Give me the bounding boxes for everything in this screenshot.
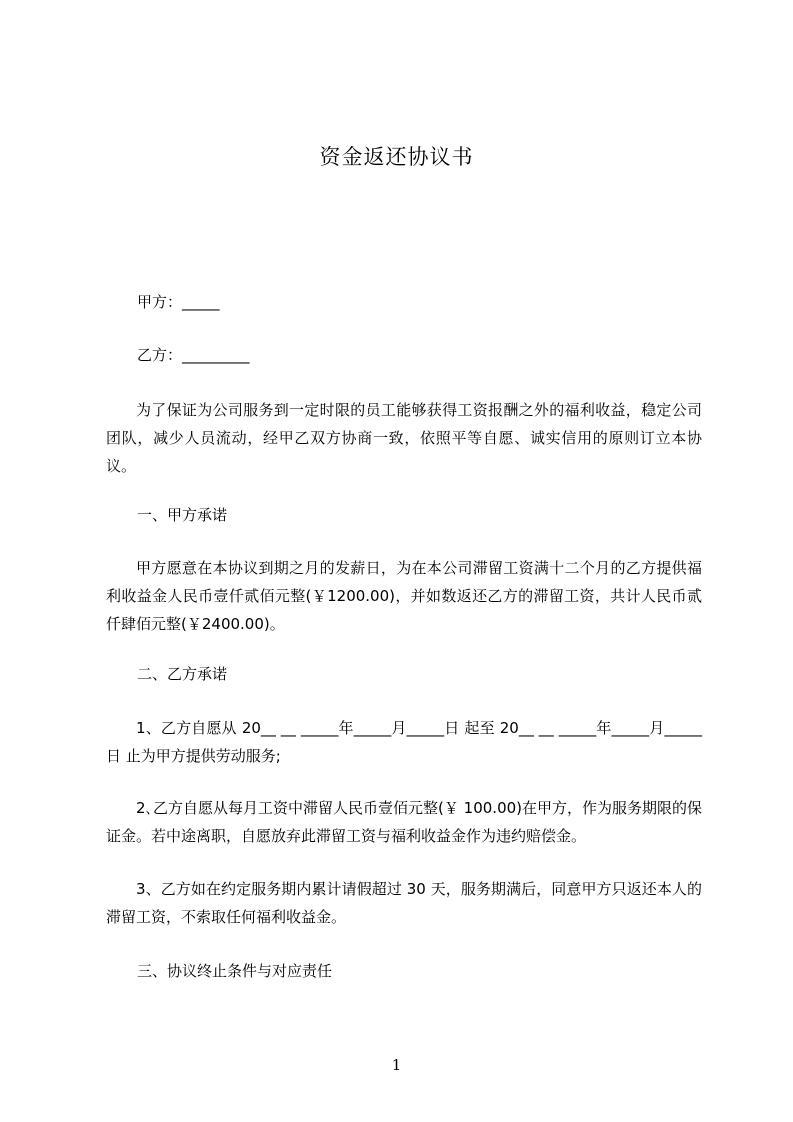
section-2-heading: 二、乙方承诺 xyxy=(137,665,228,683)
section-2-item-2: 2､乙方自愿从每月工资中滞留人民币壹佰元整(￥ 100.00)在甲方，作为服务期限的保证金。若中途离职，自愿放弃此滞留工资与福利收益金作为违约赔偿金。 xyxy=(106,799,703,845)
section-1-heading: 一、甲方承诺 xyxy=(137,506,228,524)
section-2-item-3: 3、乙方如在约定服务期内累计请假超过 30 天，服务期满后，同意甲方只返还本人的滞留工资，不索取任何福利收益金。 xyxy=(106,880,702,926)
document-title: 资金返还协议书 xyxy=(319,145,474,169)
intro-paragraph: 为了保证为公司服务到一定时限的员工能够获得工资报酬之外的福利收益，稳定公司团队，减少人员流动，经甲乙双方协商一致，依照平等自愿、诚实信用的原则订立本协议。 xyxy=(106,401,702,475)
section-1-paragraph: 甲方愿意在本协议到期之月的发薪日，为在本公司滞留工资满十二个月的乙方提供福利收益金人民币壹仟贰佰元整(￥1200.00)，并如数返还乙方的滞留工资，共计人民币贰仟肆佰元整(￥2400.00)。 xyxy=(106,559,702,633)
section-2-item-1: 1、乙方自愿从 20__ __ _____年_____月_____日 起至 20__ __ _____年_____月_____日 止为甲方提供劳动服务; xyxy=(106,719,702,765)
page-number: 1 xyxy=(391,1056,402,1074)
party-a-line: 甲方：_____ xyxy=(137,293,220,311)
section-3-heading: 三、协议终止条件与对应责任 xyxy=(137,962,333,980)
party-b-line: 乙方：_________ xyxy=(137,346,250,364)
